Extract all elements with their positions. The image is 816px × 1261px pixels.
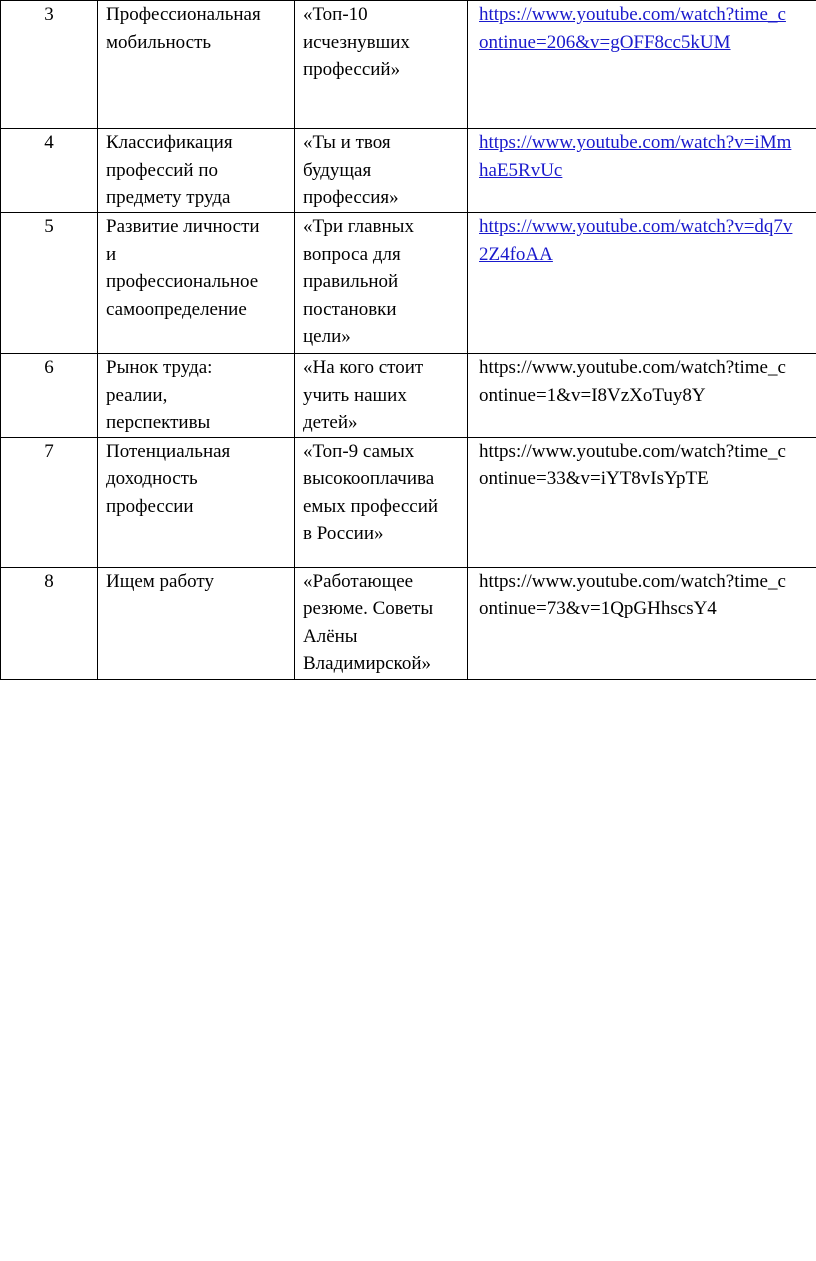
video-title-cell: «Топ-10 исчезнувших профессий»: [295, 1, 468, 129]
url-link[interactable]: https://www.youtube.com/watch?v=dq7v 2Z4foAA: [468, 213, 816, 354]
topic-cell: Потенциальная доходность профессии: [98, 437, 295, 567]
url-text: https://www.youtube.com/watch?time_c ontinue=33&v=iYT8vIsYpTE: [468, 437, 816, 567]
topic-cell: Профессиональная мобильность: [98, 1, 295, 129]
table-row: [1, 129, 816, 213]
table-row: [1, 437, 816, 567]
topic-cell: Развитие личности и профессиональное самоопределение: [98, 213, 295, 354]
video-title-cell: «Топ-9 самых высокооплачива емых профессий в России»: [295, 437, 468, 567]
table-row: [1, 567, 816, 679]
row-number: 7: [1, 437, 98, 567]
row-number: 4: [1, 129, 98, 213]
table-row: [1, 213, 816, 354]
video-title-cell: «Три главных вопроса для правильной постановки цели»: [295, 213, 468, 354]
url-link[interactable]: https://www.youtube.com/watch?time_c ontinue=206&v=gOFF8cc5kUM: [468, 1, 816, 129]
video-title-cell: «На кого стоит учить наших детей»: [295, 354, 468, 438]
topic-cell: Ищем работу: [98, 567, 295, 679]
topic-cell: Рынок труда: реалии, перспективы: [98, 354, 295, 438]
row-number: 3: [1, 1, 98, 129]
url-text: https://www.youtube.com/watch?time_c ontinue=1&v=I8VzXoTuy8Y: [468, 354, 816, 438]
url-link[interactable]: https://www.youtube.com/watch?v=iMm haE5RvUc: [468, 129, 816, 213]
video-title-cell: «Ты и твоя будущая профессия»: [295, 129, 468, 213]
url-text: https://www.youtube.com/watch?time_c ontinue=73&v=1QpGHhscsY4: [468, 567, 816, 679]
table-row: [1, 1, 816, 129]
row-number: 8: [1, 567, 98, 679]
row-number: 6: [1, 354, 98, 438]
video-title-cell: «Работающее резюме. Советы Алёны Владимирской»: [295, 567, 468, 679]
topic-cell: Классификация профессий по предмету труда: [98, 129, 295, 213]
video-line-justified: «Топ-9 самых: [303, 440, 415, 462]
table-row: [1, 354, 816, 438]
row-number: 5: [1, 213, 98, 354]
